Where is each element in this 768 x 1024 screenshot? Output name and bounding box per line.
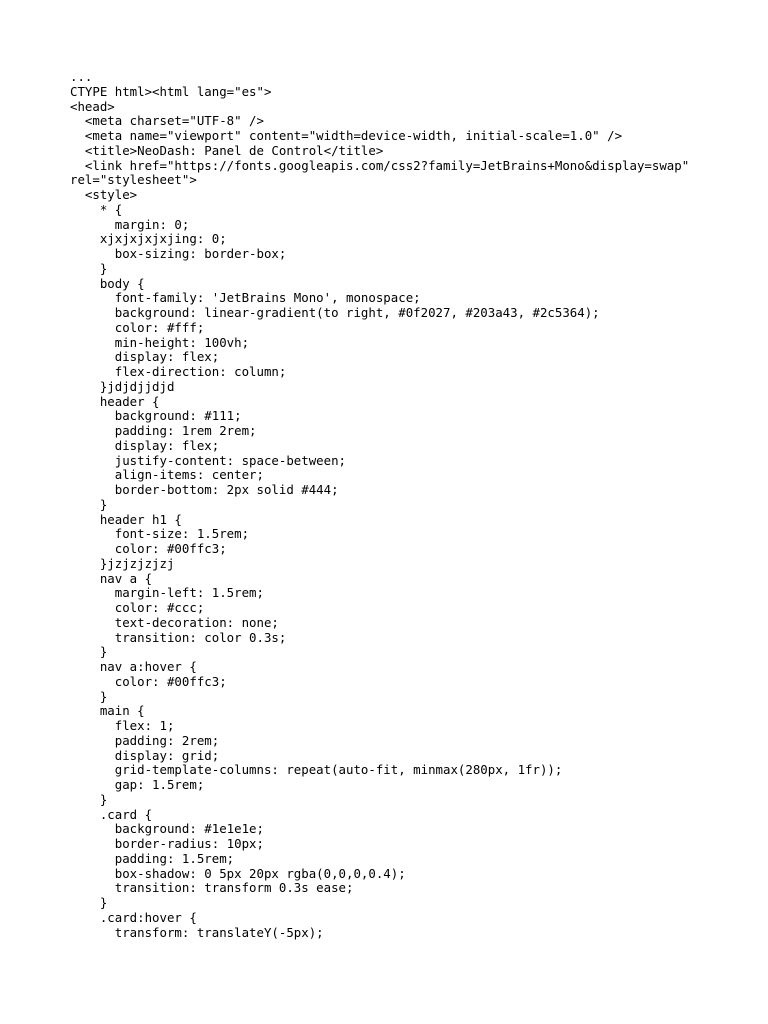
code-line: padding: 1rem 2rem; xyxy=(70,423,257,438)
code-line: color: #00ffc3; xyxy=(70,673,227,689)
code-line: }jzjzjzjzj xyxy=(70,555,175,571)
code-line: margin: 0; xyxy=(70,216,190,232)
code-line: box-sizing: border-box; xyxy=(70,246,287,261)
code-line: CTYPE html><html lang="es"> xyxy=(70,83,272,99)
code-line: display: grid; xyxy=(70,747,220,763)
code-line: rel="stylesheet"> xyxy=(70,172,197,188)
code-line: ... xyxy=(70,69,93,84)
code-line: } xyxy=(70,791,108,807)
code-line: gap: 1.5rem; xyxy=(70,777,205,792)
code-line: <link href="https://fonts.googleapis.com/css2?family=JetBrains+Mono&display=swap" xyxy=(70,157,690,173)
code-line: border-radius: 10px; xyxy=(70,836,264,851)
code-line: transform: translateY(-5px); xyxy=(70,924,324,940)
code-line: border-bottom: 2px solid #444; xyxy=(70,482,339,497)
code-line: box-shadow: 0 5px 20px rgba(0,0,0,0.4); xyxy=(70,865,406,881)
code-line: }jdjdjjdjd xyxy=(70,378,175,394)
code-document xyxy=(70,70,760,940)
code-line: main { xyxy=(70,703,145,719)
code-line: } xyxy=(70,496,108,512)
code-line: } xyxy=(70,644,108,660)
code-line: <meta name="viewport" content="width=device-width, initial-scale=1.0" /> xyxy=(70,128,623,143)
code-line: color: #ccc; xyxy=(70,600,205,615)
code-line: margin-left: 1.5rem; xyxy=(70,585,264,601)
code-line: <style> xyxy=(70,187,138,202)
code-line: background: #1e1e1e; xyxy=(70,821,264,837)
code-line: grid-template-columns: repeat(auto-fit, minmax(280px, 1fr)); xyxy=(70,762,563,778)
code-line: transition: transform 0.3s ease; xyxy=(70,880,354,896)
code-line: * { xyxy=(70,201,123,217)
code-line: header { xyxy=(70,393,160,409)
code-line: .card { xyxy=(70,806,153,822)
code-line: nav a:hover { xyxy=(70,659,197,674)
code-line: padding: 1.5rem; xyxy=(70,850,235,866)
code-line: flex: 1; xyxy=(70,718,175,733)
code-line: font-size: 1.5rem; xyxy=(70,526,250,542)
code-line: color: #fff; xyxy=(70,319,205,335)
code-line: color: #00ffc3; xyxy=(70,541,227,556)
code-line: background: #111; xyxy=(70,408,242,424)
code-line: nav a { xyxy=(70,570,153,586)
code-line: body { xyxy=(70,275,145,291)
code-line: transition: color 0.3s; xyxy=(70,629,287,645)
code-line: justify-content: space-between; xyxy=(70,452,347,468)
code-line: min-height: 100vh; xyxy=(70,334,250,350)
code-line: font-family: 'JetBrains Mono', monospace; xyxy=(70,290,421,306)
code-line: xjxjxjxjxjing: 0; xyxy=(70,231,227,247)
code-line: display: flex; xyxy=(70,349,220,365)
code-line: display: flex; xyxy=(70,437,220,453)
code-line: text-decoration: none; xyxy=(70,614,279,630)
code-line: header h1 { xyxy=(70,511,182,527)
code-line: background: linear-gradient(to right, #0f2027, #203a43, #2c5364); xyxy=(70,305,600,320)
code-line: align-items: center; xyxy=(70,467,264,483)
code-line: <head> xyxy=(70,98,115,114)
code-line: <meta charset="UTF-8" /> xyxy=(70,113,264,129)
code-line: flex-direction: column; xyxy=(70,364,287,379)
code-line: padding: 2rem; xyxy=(70,732,220,748)
code-line: <title>NeoDash: Panel de Control</title> xyxy=(70,142,384,158)
code-line: .card:hover { xyxy=(70,909,197,925)
code-line: } xyxy=(70,260,108,276)
code-line: } xyxy=(70,895,108,910)
code-line: } xyxy=(70,688,108,704)
